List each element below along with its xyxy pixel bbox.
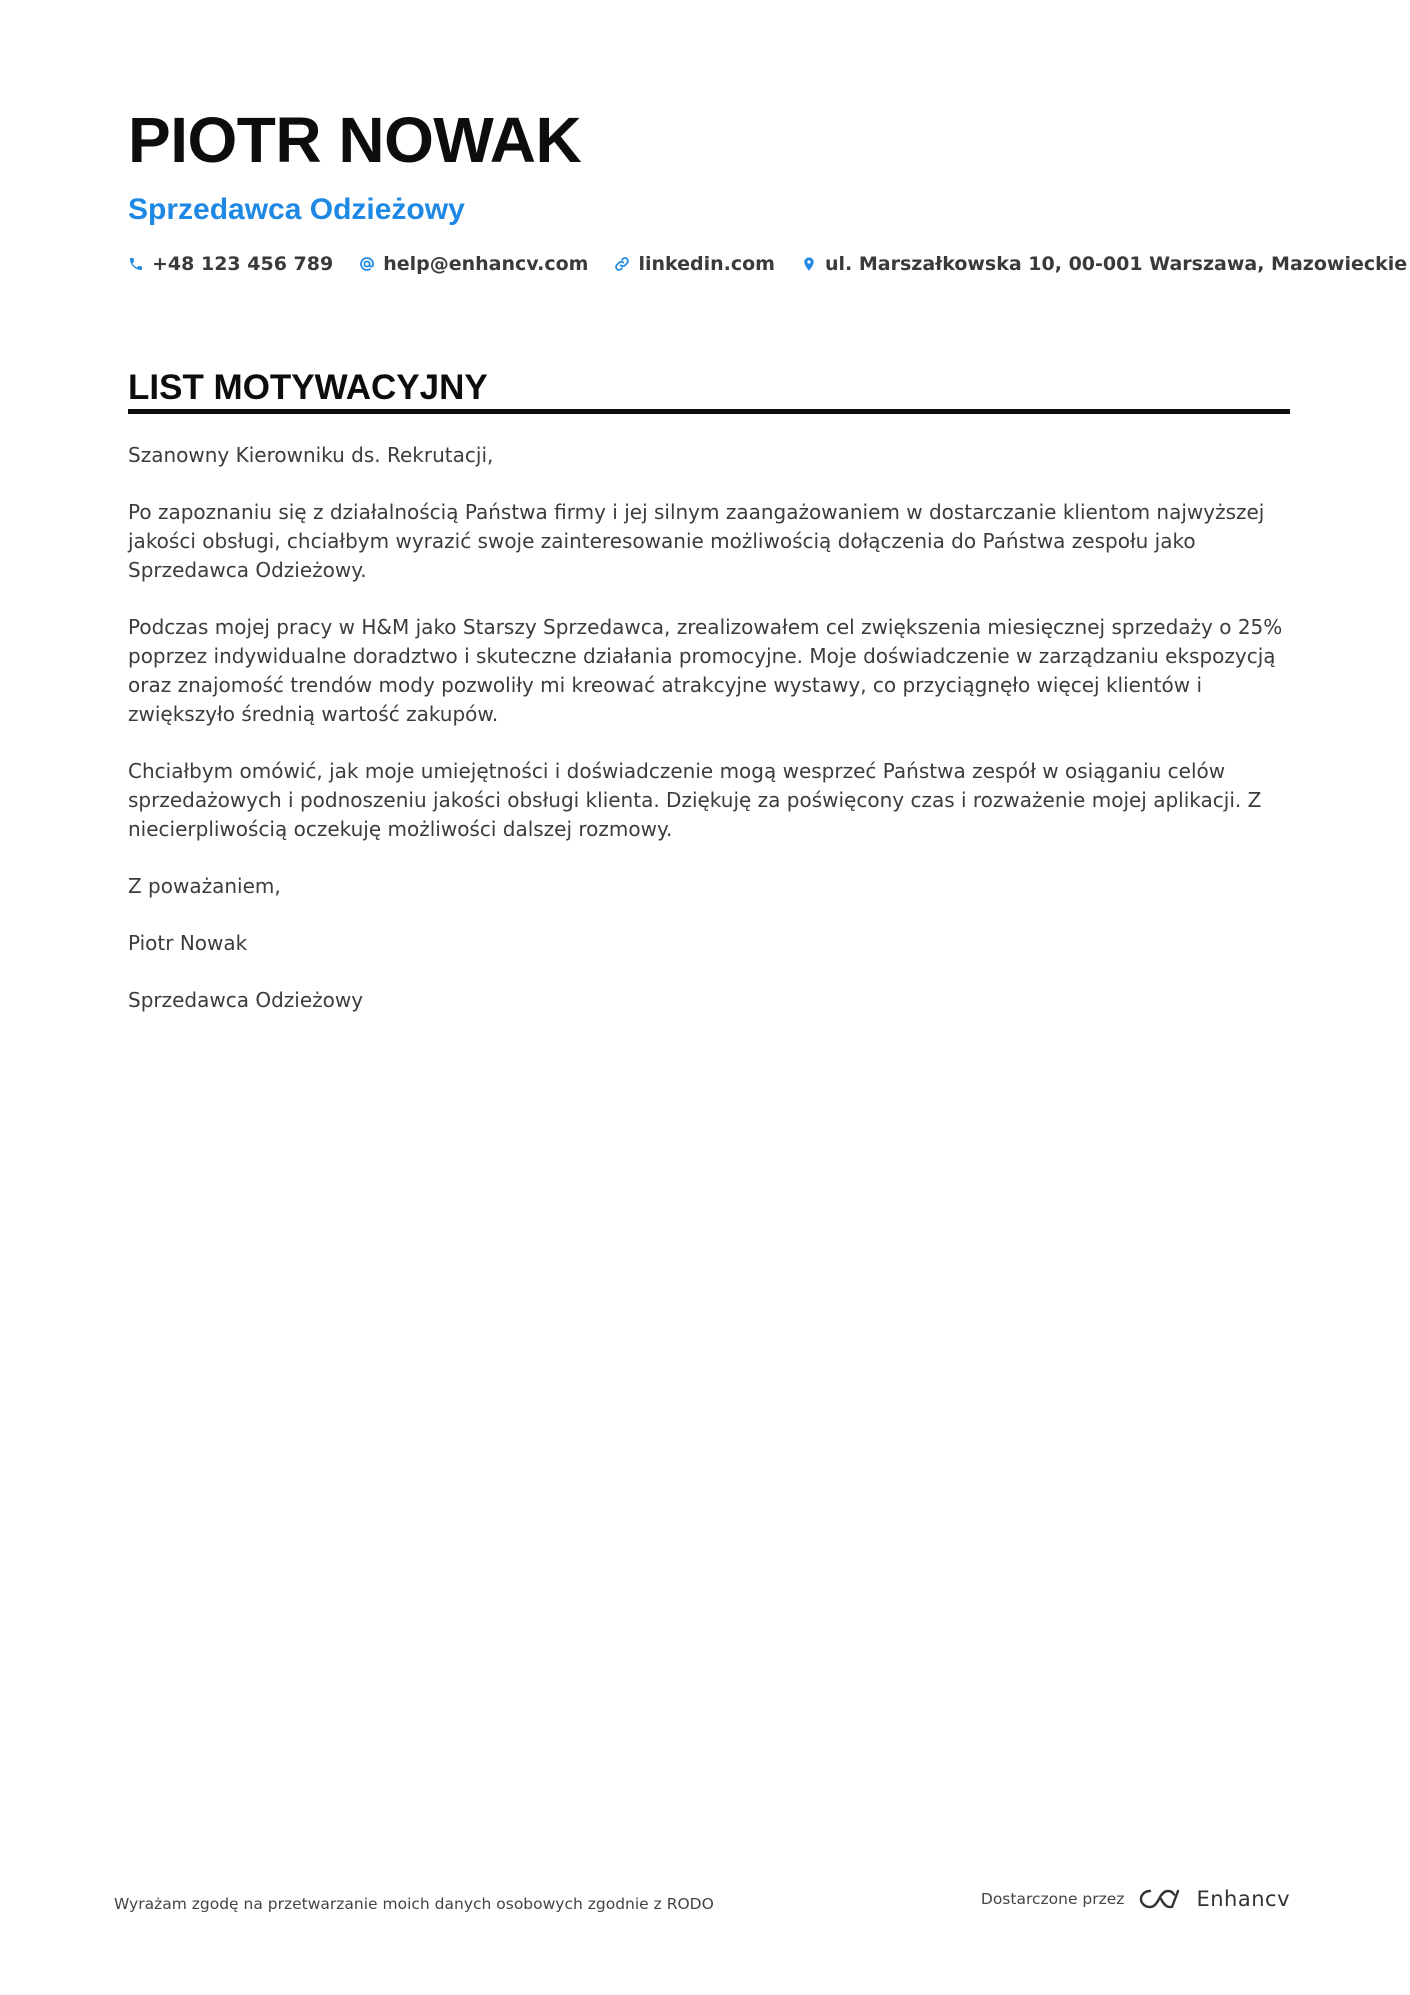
contact-linkedin[interactable] (614, 253, 775, 275)
location-pin-icon (801, 256, 817, 272)
candidate-name: PIOTR NOWAK (128, 104, 582, 176)
link-icon (614, 256, 630, 272)
contact-address (801, 253, 1407, 275)
letter-closing: Z poważaniem, (128, 874, 281, 898)
brand-name: Enhancv (1196, 1887, 1290, 1911)
contact-email[interactable] (359, 253, 588, 275)
signature-title: Sprzedawca Odzieżowy (128, 988, 364, 1012)
contact-email-text: help@enhancv.com (383, 253, 589, 275)
letter-salutation: Szanowny Kierowniku ds. Rekrutacji, (128, 443, 494, 467)
provided-by-label: Dostarczone przez (980, 1890, 1125, 1908)
contact-phone (128, 253, 333, 275)
job-title: Sprzedawca Odzieżowy (128, 193, 465, 226)
signature-name: Piotr Nowak (128, 931, 248, 955)
phone-icon (128, 256, 144, 272)
contact-phone-text: +48 123 456 789 (152, 253, 334, 275)
letter-paragraph-1: Po zapoznaniu się z działalnością Państwa firmy i jej silnym zaangażowaniem w dostarczanie klientom najwyższej jakości obsługi, chciałbym wyrazić swoje zainteresowanie możliwością dołączenia do Państwa zespołu jako Sprzedawca Odzieżowy. (128, 500, 1265, 582)
heading-divider (128, 409, 1290, 414)
contact-bar (128, 253, 1407, 275)
footer-branding[interactable] (981, 1886, 1290, 1912)
gdpr-consent: Wyrażam zgodę na przetwarzanie moich danych osobowych zgodnie z RODO (114, 1895, 714, 1913)
at-sign-icon (359, 256, 375, 272)
contact-linkedin-text: linkedin.com (638, 253, 775, 275)
enhancv-logo-icon (1136, 1886, 1184, 1912)
letter-body (128, 441, 1290, 1043)
section-heading: LIST MOTYWACYJNY (128, 368, 488, 407)
letter-paragraph-2: Podczas mojej pracy w H&M jako Starszy Sprzedawca, zrealizowałem cel zwiększenia miesięcznej sprzedaży o 25% poprzez indywidualne doradztwo i skuteczne działania promocyjne. Moje doświadczenie w zarządzaniu ekspozycją oraz znajomość trendów mody pozwoliły mi kreować atrakcyjne wystawy, co przyciągnęło więcej klientów i zwiększyło średnią wartość zakupów. (128, 615, 1283, 726)
letter-paragraph-3: Chciałbym omówić, jak moje umiejętności i doświadczenie mogą wesprzeć Państwa zespół w osiąganiu celów sprzedażowych i podnoszeniu jakości obsługi klienta. Dziękuję za poświęcony czas i rozważenie mojej aplikacji. Z niecierpliwością oczekuję możliwości dalszej rozmowy. (128, 759, 1262, 841)
contact-address-text: ul. Marszałkowska 10, 00-001 Warszawa, Mazowieckie (824, 253, 1408, 275)
